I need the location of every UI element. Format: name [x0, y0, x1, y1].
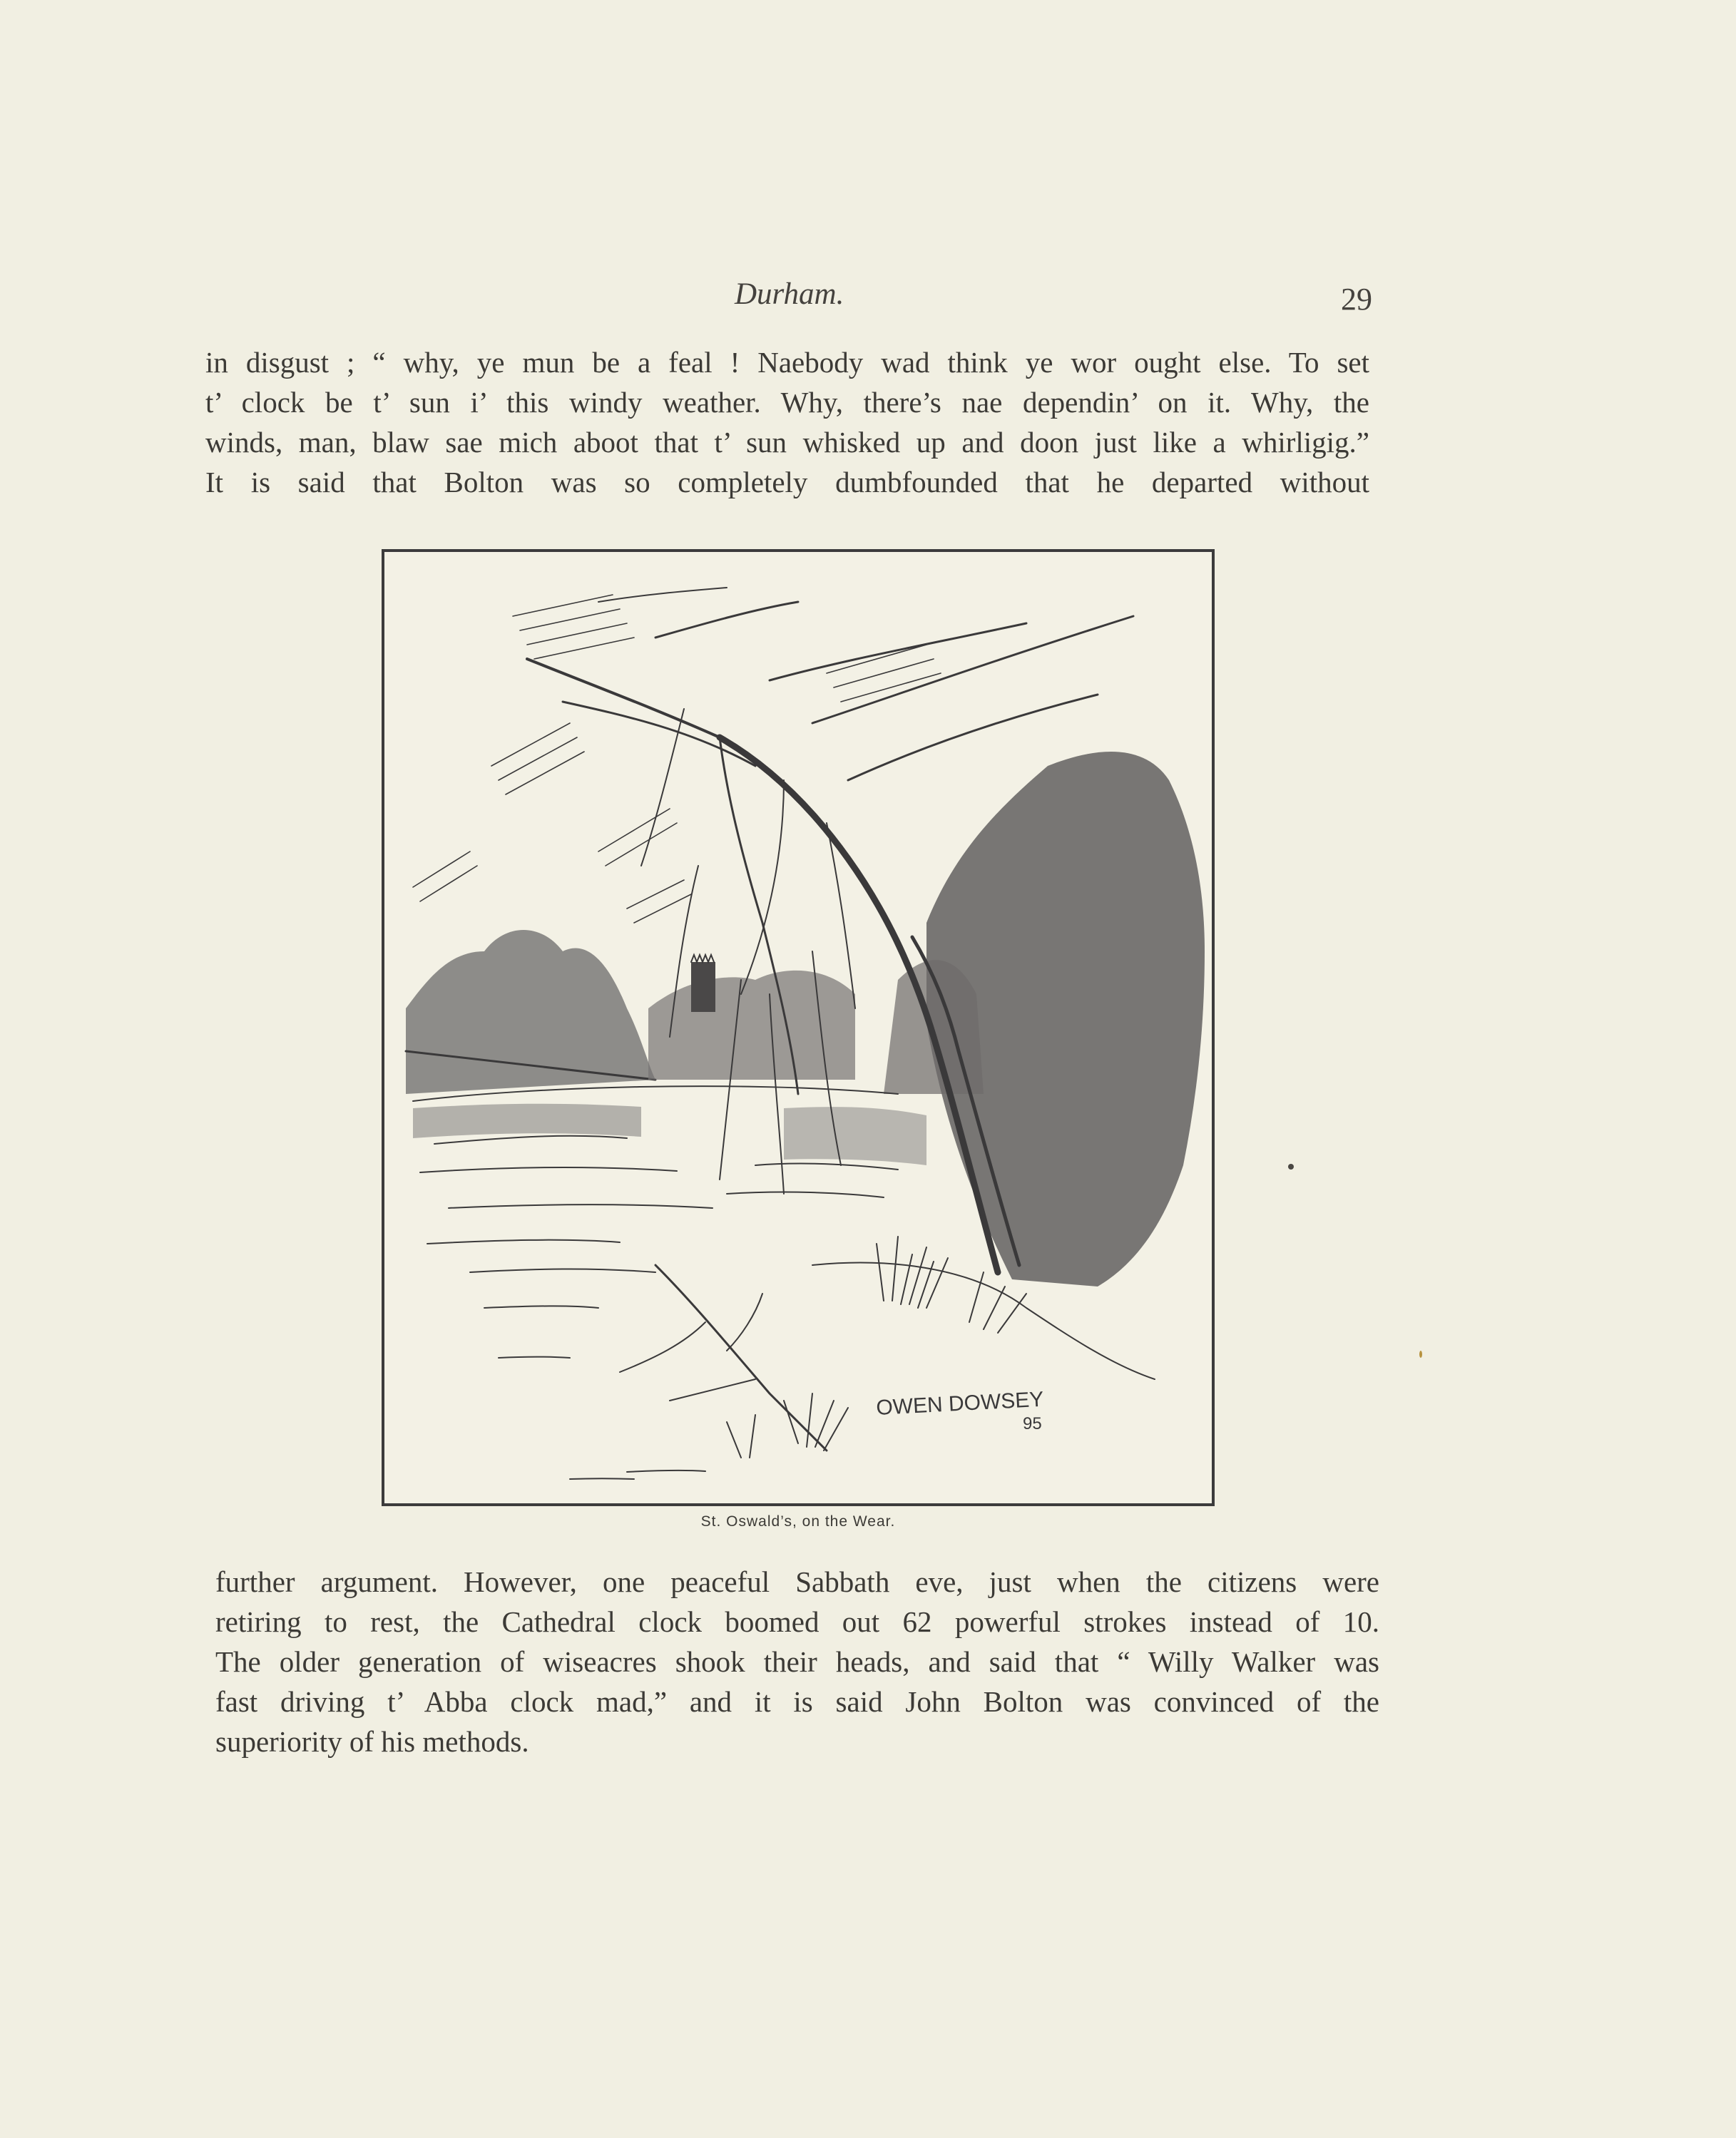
text-line: in disgust ; “ why, ye mun be a feal ! Naebody wad think ye wor ought else. To set: [205, 346, 1369, 379]
text-line: retiring to rest, the Cathedral clock boomed out 62 powerful strokes instead of 10.: [215, 1605, 1379, 1638]
figure-caption: St. Oswald’s, on the Wear.: [700, 1513, 896, 1530]
text-line: It is said that Bolton was so completely dumbfounded that he departed without: [205, 466, 1369, 498]
signature-year: 95: [1023, 1414, 1042, 1433]
ink-speck: [1288, 1164, 1294, 1170]
text-line: winds, man, blaw sae mich aboot that t’ sun whisked up and doon just like a whirligig.”: [205, 426, 1369, 459]
text-line: The older generation of wiseacres shook their heads, and said that “ Willy Walker was: [215, 1645, 1379, 1678]
running-title: Durham.: [735, 277, 844, 311]
illustration-plate: [382, 549, 1215, 1506]
paragraph-top: [205, 342, 1369, 502]
text-line: superiority of his methods.: [215, 1725, 529, 1758]
text-line: t’ clock be t’ sun i’ this windy weather. Why, there’s nae dependin’ on it. Why, the: [205, 386, 1369, 419]
text-line: further argument. However, one peaceful Sabbath eve, just when the citizens were: [215, 1565, 1379, 1598]
river-scene-engraving: [384, 552, 1212, 1503]
text-line: fast driving t’ Abba clock mad,” and it is said John Bolton was convinced of the: [215, 1685, 1379, 1718]
paragraph-bottom: [215, 1562, 1379, 1761]
ink-speck: [1419, 1351, 1422, 1358]
church-tower: [691, 962, 715, 1012]
artist-signature: OWEN DOWSEY: [875, 1387, 1045, 1420]
page-number: 29: [1341, 282, 1372, 317]
